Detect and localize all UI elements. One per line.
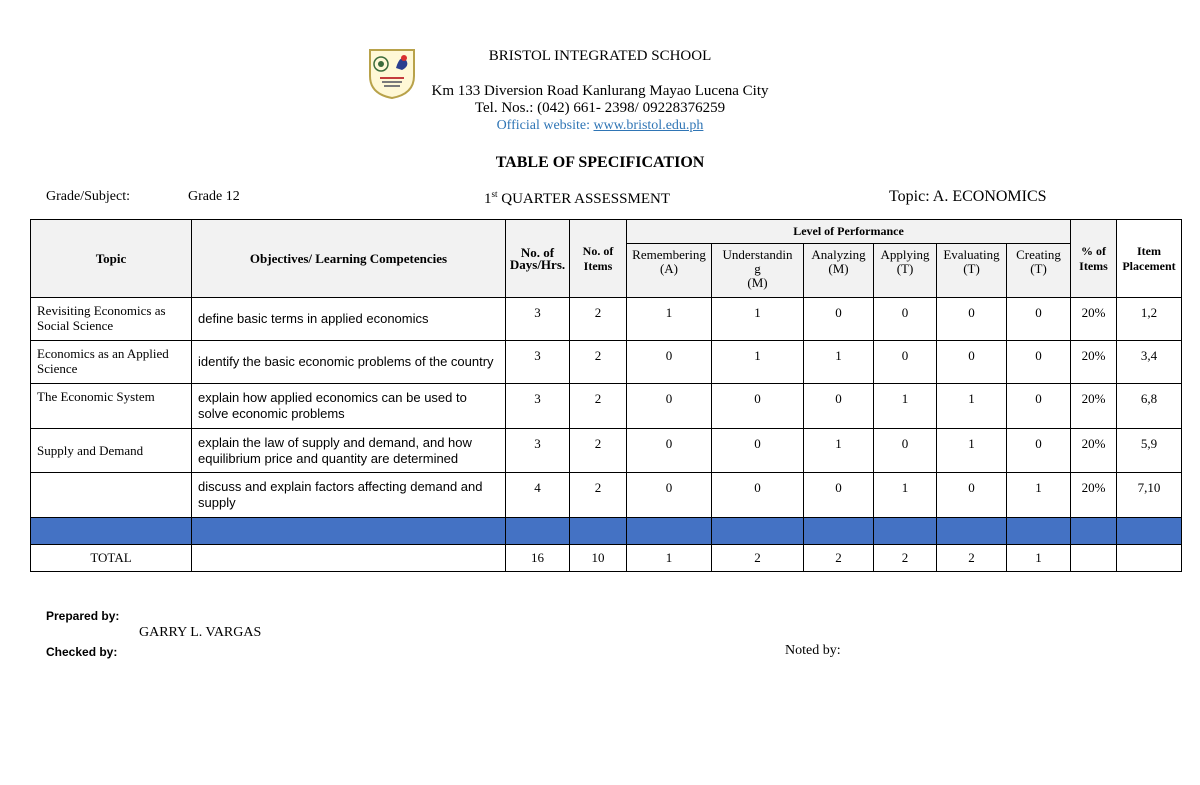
- evaluating-label: Evaluating: [943, 247, 1000, 262]
- separator-cell: [804, 518, 874, 545]
- preparer-name: GARRY L. VARGAS: [139, 625, 262, 640]
- row-applying: 0: [874, 429, 937, 473]
- row-placement: 7,10: [1117, 473, 1182, 518]
- row-topic: [31, 473, 192, 518]
- quarter-suffix: st: [491, 189, 498, 199]
- separator-cell: [937, 518, 1007, 545]
- evaluating-code: (T): [963, 261, 980, 276]
- header-creating: [1007, 244, 1071, 298]
- understanding-label-wrap: g: [754, 261, 761, 276]
- remembering-code: (A): [659, 261, 679, 276]
- header-objectives: Objectives/ Learning Competencies: [192, 220, 506, 298]
- row-days: 3: [506, 429, 570, 473]
- total-applying: 2: [874, 545, 937, 572]
- separator-cell: [506, 518, 570, 545]
- website-link[interactable]: www.bristol.edu.ph: [593, 118, 704, 133]
- quarter-text: QUARTER ASSESSMENT: [497, 191, 670, 207]
- understanding-code: (M): [747, 275, 768, 290]
- row-topic: Economics as an Applied Science: [31, 341, 192, 384]
- row-applying: 0: [874, 298, 937, 341]
- row-evaluating: 0: [937, 341, 1007, 384]
- total-row: [31, 545, 1182, 572]
- understanding-label: Understandin: [722, 247, 793, 262]
- row-evaluating: 0: [937, 473, 1007, 518]
- separator-cell: [1007, 518, 1071, 545]
- row-creating: 0: [1007, 384, 1071, 429]
- row-percent: 20%: [1071, 298, 1117, 341]
- row-understanding: 0: [712, 473, 804, 518]
- grade-subject-label: Grade/Subject:: [46, 189, 130, 204]
- total-understanding: 2: [712, 545, 804, 572]
- row-topic: Revisiting Economics as Social Science: [31, 298, 192, 341]
- header-evaluating: [937, 244, 1007, 298]
- table-row: [31, 429, 1182, 473]
- total-items: 10: [570, 545, 627, 572]
- separator-cell: [874, 518, 937, 545]
- quarter-assessment: [484, 189, 670, 208]
- row-percent: 20%: [1071, 429, 1117, 473]
- website-label: Official website:: [496, 118, 594, 133]
- header-applying: [874, 244, 937, 298]
- header-days: No. of Days/Hrs.: [506, 220, 570, 298]
- row-analyzing: 1: [804, 429, 874, 473]
- row-analyzing: 1: [804, 341, 874, 384]
- row-analyzing: 0: [804, 384, 874, 429]
- header-topic: Topic: [31, 220, 192, 298]
- total-label: TOTAL: [31, 545, 192, 572]
- document-title: TABLE OF SPECIFICATION: [495, 154, 705, 171]
- header-item-placement: Item Placement: [1117, 220, 1182, 298]
- row-creating: 0: [1007, 429, 1071, 473]
- row-objective: define basic terms in applied economics: [192, 298, 506, 341]
- row-objective: explain how applied economics can be used to solve economic problems: [192, 384, 506, 429]
- total-evaluating: 2: [937, 545, 1007, 572]
- row-analyzing: 0: [804, 298, 874, 341]
- noted-by-label: Noted by:: [785, 643, 841, 658]
- row-remembering: 0: [627, 384, 712, 429]
- table-row: [31, 341, 1182, 384]
- row-applying: 0: [874, 341, 937, 384]
- row-remembering: 0: [627, 341, 712, 384]
- row-analyzing: 0: [804, 473, 874, 518]
- row-items: 2: [570, 384, 627, 429]
- row-items: 2: [570, 341, 627, 384]
- school-name: BRISTOL INTEGRATED SCHOOL: [488, 48, 712, 64]
- website-line: [0, 118, 1200, 134]
- total-percent-blank: [1071, 545, 1117, 572]
- table-row: [31, 298, 1182, 341]
- row-items: 2: [570, 429, 627, 473]
- row-evaluating: 0: [937, 298, 1007, 341]
- checked-by-label: Checked by:: [46, 645, 118, 659]
- separator-cell: [1117, 518, 1182, 545]
- total-remembering: 1: [627, 545, 712, 572]
- header-understanding: [712, 244, 804, 298]
- row-creating: 1: [1007, 473, 1071, 518]
- row-placement: 5,9: [1117, 429, 1182, 473]
- separator-cell: [31, 518, 192, 545]
- row-topic: The Economic System: [31, 384, 192, 429]
- header-analyzing: [804, 244, 874, 298]
- blue-separator-row: [31, 518, 1182, 545]
- specification-table: [30, 219, 1182, 572]
- remembering-label: Remembering: [632, 247, 706, 262]
- table-row: [31, 473, 1182, 518]
- row-placement: 6,8: [1117, 384, 1182, 429]
- row-applying: 1: [874, 473, 937, 518]
- row-remembering: 0: [627, 473, 712, 518]
- row-applying: 1: [874, 384, 937, 429]
- row-days: 3: [506, 384, 570, 429]
- row-items: 2: [570, 473, 627, 518]
- prepared-by-label: Prepared by:: [46, 609, 120, 623]
- total-placement-blank: [1117, 545, 1182, 572]
- total-objective-blank: [192, 545, 506, 572]
- row-evaluating: 1: [937, 384, 1007, 429]
- row-remembering: 1: [627, 298, 712, 341]
- row-placement: 3,4: [1117, 341, 1182, 384]
- header-level-of-performance: Level of Performance: [627, 220, 1071, 244]
- total-days: 16: [506, 545, 570, 572]
- creating-code: (T): [1030, 261, 1047, 276]
- row-understanding: 0: [712, 384, 804, 429]
- school-address: Km 133 Diversion Road Kanlurang Mayao Lucena City: [431, 83, 769, 99]
- school-address-block: [0, 83, 1200, 117]
- row-days: 3: [506, 341, 570, 384]
- row-days: 4: [506, 473, 570, 518]
- total-creating: 1: [1007, 545, 1071, 572]
- row-creating: 0: [1007, 341, 1071, 384]
- row-evaluating: 1: [937, 429, 1007, 473]
- header-row-1: [31, 220, 1182, 244]
- header-remembering: [627, 244, 712, 298]
- row-remembering: 0: [627, 429, 712, 473]
- separator-cell: [712, 518, 804, 545]
- row-objective: discuss and explain factors affecting demand and supply: [192, 473, 506, 518]
- row-creating: 0: [1007, 298, 1071, 341]
- applying-label: Applying: [880, 247, 930, 262]
- row-objective: identify the basic economic problems of the country: [192, 341, 506, 384]
- analyzing-code: (M): [828, 261, 849, 276]
- row-items: 2: [570, 298, 627, 341]
- row-percent: 20%: [1071, 341, 1117, 384]
- row-objective: explain the law of supply and demand, and how equilibrium price and quantity are determined: [192, 429, 506, 473]
- school-phone: Tel. Nos.: (042) 661- 2398/ 09228376259: [474, 100, 726, 116]
- analyzing-label: Analyzing: [811, 247, 866, 262]
- header-items: No. of Items: [570, 220, 627, 298]
- row-understanding: 1: [712, 298, 804, 341]
- grade-subject-value: Grade 12: [188, 189, 240, 204]
- applying-code: (T): [896, 261, 914, 276]
- header-percent-items: % of Items: [1071, 220, 1117, 298]
- total-analyzing: 2: [804, 545, 874, 572]
- row-understanding: 1: [712, 341, 804, 384]
- quarter-number: 1: [484, 191, 492, 207]
- row-understanding: 0: [712, 429, 804, 473]
- table-row: [31, 384, 1182, 429]
- creating-label: Creating: [1016, 247, 1061, 262]
- row-days: 3: [506, 298, 570, 341]
- topic-heading: Topic: A. ECONOMICS: [889, 188, 1047, 205]
- row-percent: 20%: [1071, 473, 1117, 518]
- separator-cell: [192, 518, 506, 545]
- row-topic: Supply and Demand: [31, 429, 192, 473]
- separator-cell: [570, 518, 627, 545]
- row-placement: 1,2: [1117, 298, 1182, 341]
- separator-cell: [1071, 518, 1117, 545]
- separator-cell: [627, 518, 712, 545]
- row-percent: 20%: [1071, 384, 1117, 429]
